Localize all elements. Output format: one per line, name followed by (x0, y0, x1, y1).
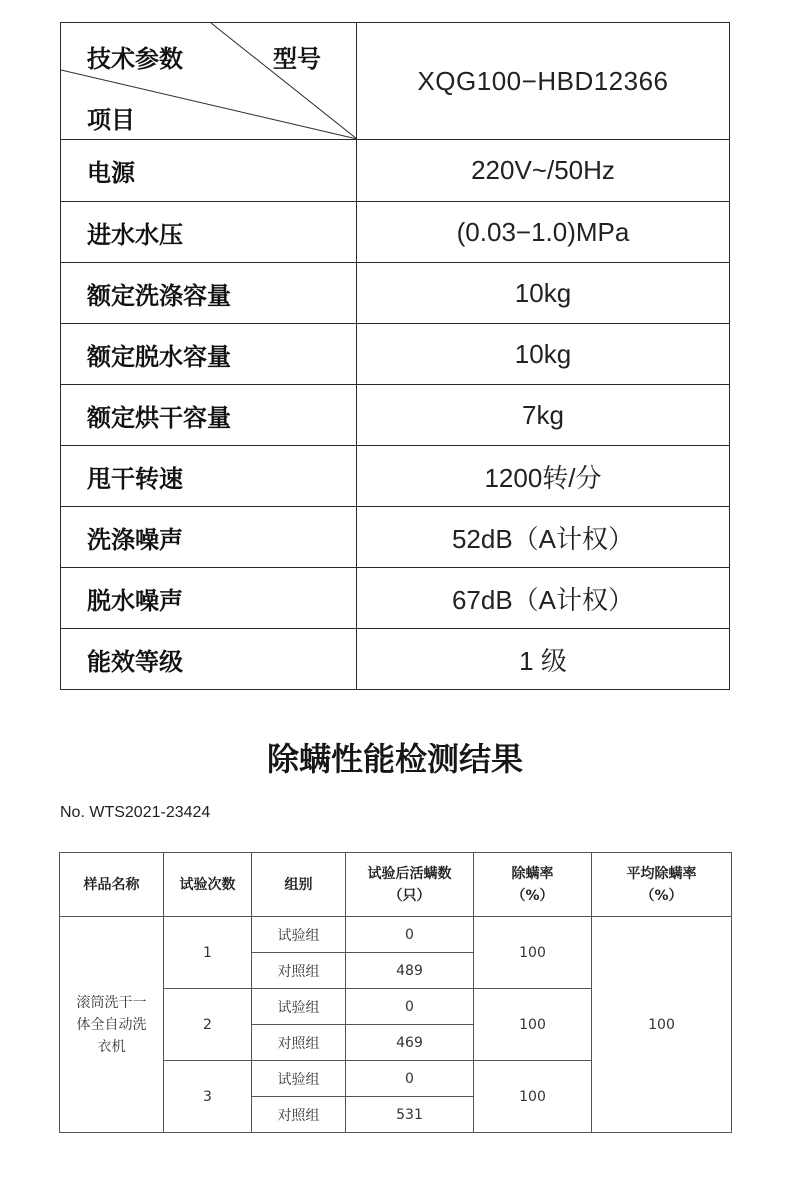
spec-row (61, 140, 730, 202)
mite-results-table (59, 852, 732, 1133)
spec-row (61, 507, 730, 568)
spec-label: 能效等级 (61, 629, 357, 690)
group-label: 试验组 (252, 989, 346, 1025)
average-removal-rate: 100 (592, 917, 732, 1133)
header-removal-rate: 除螨率 （%） (474, 853, 592, 917)
spec-row (61, 629, 730, 690)
spec-value: 7kg (357, 385, 730, 446)
group-label: 对照组 (252, 1025, 346, 1061)
spec-value: 67dB（A计权） (357, 568, 730, 629)
header-item-label: 项目 (87, 106, 135, 134)
spec-label: 脱水噪声 (61, 568, 357, 629)
group-label: 对照组 (252, 953, 346, 989)
spec-label: 甩干转速 (61, 446, 357, 507)
header-model-label: 型号 (273, 45, 321, 73)
spec-value: 220V~/50Hz (357, 140, 730, 202)
spec-label: 额定烘干容量 (61, 385, 357, 446)
mite-count: 0 (346, 989, 474, 1025)
spec-value: 52dB（A计权） (357, 507, 730, 568)
sample-name: 滚筒洗干一 体全自动洗 衣机 (60, 917, 164, 1133)
spec-value: 1 级 (357, 629, 730, 690)
spec-value: 10kg (357, 263, 730, 324)
group-label: 对照组 (252, 1097, 346, 1133)
mite-count: 531 (346, 1097, 474, 1133)
removal-rate: 100 (474, 1061, 592, 1133)
trial-number: 3 (164, 1061, 252, 1133)
spec-label: 进水水压 (61, 202, 357, 263)
mite-header-row (60, 853, 732, 917)
spec-value: 1200转/分 (357, 446, 730, 507)
spec-label: 额定洗涤容量 (61, 263, 357, 324)
trial-number: 1 (164, 917, 252, 989)
model-number: XQG100−HBD12366 (357, 23, 730, 140)
group-label: 试验组 (252, 1061, 346, 1097)
diagonal-header-cell (61, 23, 357, 140)
spec-label: 洗涤噪声 (61, 507, 357, 568)
mite-count: 0 (346, 1061, 474, 1097)
table-row (60, 917, 732, 953)
section-title: 除螨性能检测结果 (266, 740, 523, 778)
removal-rate: 100 (474, 989, 592, 1061)
spec-value: (0.03−1.0)MPa (357, 202, 730, 263)
header-param-label: 技术参数 (87, 45, 183, 73)
header-item-name: 样品名称 (60, 853, 164, 917)
group-label: 试验组 (252, 917, 346, 953)
spec-value: 10kg (357, 324, 730, 385)
spec-row (61, 568, 730, 629)
spec-row (61, 446, 730, 507)
spec-label: 额定脱水容量 (61, 324, 357, 385)
spec-header-row (61, 23, 730, 140)
trial-number: 2 (164, 989, 252, 1061)
mite-count: 469 (346, 1025, 474, 1061)
mite-count: 489 (346, 953, 474, 989)
spec-row (61, 324, 730, 385)
header-avg-removal-rate: 平均除螨率 （%） (592, 853, 732, 917)
report-number: No. WTS2021-23424 (60, 804, 211, 821)
mite-count: 0 (346, 917, 474, 953)
header-group: 组别 (252, 853, 346, 917)
spec-row (61, 385, 730, 446)
header-live-mites: 试验后活螨数 （只） (346, 853, 474, 917)
spec-row (61, 202, 730, 263)
removal-rate: 100 (474, 917, 592, 989)
spec-table (60, 22, 730, 690)
spec-label: 电源 (61, 140, 357, 202)
spec-row (61, 263, 730, 324)
header-trial-count: 试验次数 (164, 853, 252, 917)
